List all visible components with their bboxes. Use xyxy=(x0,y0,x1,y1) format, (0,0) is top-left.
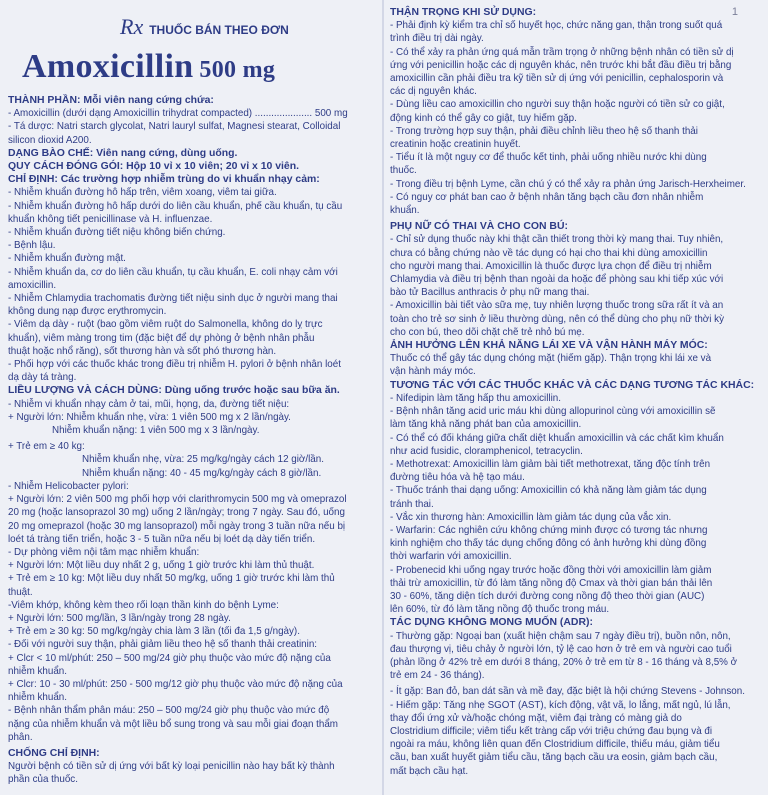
text-line: - Amoxicillin bài tiết vào sữa mẹ, tuy nhiên lượng thuốc trong sữa rất ít và an xyxy=(390,300,724,312)
text-line: - Methotrexat: Amoxicillin làm giảm bài tiết methotrexat, tăng độc tính trên xyxy=(390,458,711,470)
text-line: - Thuốc tránh thai dạng uống: Amoxicillin có khả năng làm giảm tác dụng xyxy=(390,485,707,497)
text-line: (phản lồng ở 42% trẻ em dưới 8 tháng, 20% ở trẻ em từ 8 - 16 tháng và 8,5% ở xyxy=(390,656,738,668)
section-heading: LIỀU LƯỢNG VÀ CÁCH DÙNG: Dùng uống trước hoặc sau bữa ăn. xyxy=(8,385,340,397)
text-line: khuẩn không tiết penicillinase và H. influenzae. xyxy=(8,213,213,225)
text-line: phần của thuốc. xyxy=(8,774,78,786)
text-line: amoxicillin cần phải điều tra kỹ tiền sử dị ứng với penicillin, cephalosporin và xyxy=(390,73,724,85)
text-line: creatinin hoặc creatinin huyết. xyxy=(390,139,521,151)
text-line: + Người lớn: Nhiễm khuẩn nhẹ, vừa: 1 viên 500 mg x 2 lần/ngày. xyxy=(8,411,291,423)
text-line: - Nhiễm Helicobacter pylori: xyxy=(8,480,129,492)
text-line: thuốc. xyxy=(390,165,417,177)
text-line: - Có nguy cơ phát ban cao ở bệnh nhân tăng bạch cầu đơn nhân nhiễm xyxy=(390,191,704,203)
text-line: loét tá tràng tiến triển, hoặc 3 - 5 tuần nữa nếu bị loét dạ dày tiến triển. xyxy=(8,533,316,545)
text-line: cầu, ban xuất huyết giảm tiểu cầu, tăng bạch cầu ưa eosin, giảm bạch cầu, xyxy=(390,752,718,764)
text-line: thải trừ amoxicillin, từ đó làm tăng nồng độ Cmax và thời gian bán thải lên xyxy=(390,577,713,589)
text-line: - Nhiễm khuẩn đường tiết niệu không biến chứng. xyxy=(8,227,226,239)
text-line: - Có thể xảy ra phản ứng quá mẫn trầm trọng ở những bệnh nhân có tiền sử dị xyxy=(390,46,734,58)
text-line: - Dùng liều cao amoxicillin cho người suy thận hoặc người có tiền sử co giật, xyxy=(390,99,725,111)
text-line: - Vắc xin thương hàn: Amoxicillin làm giảm tác dụng của vắc xin. xyxy=(390,511,672,523)
text-line: - Trong trường hợp suy thận, phải điều chỉnh liều theo hệ số thanh thải xyxy=(390,125,698,137)
text-line: - Nhiễm Chlamydia trachomatis đường tiết niệu sinh dục ở người mang thai xyxy=(8,293,338,305)
section-heading: CHỈ ĐỊNH: Các trường hợp nhiễm trùng do vi khuẩn nhạy cảm: xyxy=(8,174,320,186)
text-line: + Trẻ em ≥ 10 kg: Một liều duy nhất 50 mg/kg, uống 1 giờ trước khi làm thủ xyxy=(8,573,335,585)
text-line: - Trong điều trị bệnh Lyme, cần chú ý có thể xảy ra phản ứng Jarisch-Herxheimer. xyxy=(390,178,746,190)
text-line: thuật. xyxy=(8,586,33,598)
text-line: Clostridium difficile; viêm tiểu kết tràng cấp với triệu chứng đau bụng và đi xyxy=(390,725,713,737)
text-line: tránh thai. xyxy=(390,498,434,510)
product-title xyxy=(22,48,380,86)
product-strength: 500 mg xyxy=(199,57,276,83)
text-line: Nhiễm khuẩn nhẹ, vừa: 25 mg/kg/ngày cách 12 giờ/lần. xyxy=(82,454,324,466)
text-line: - Chỉ sử dụng thuốc này khi thật cần thiết trong thời kỳ mang thai. Tuy nhiên, xyxy=(390,234,724,246)
text-line: kinh nghiệm cho thấy tác dụng chống đông có ảnh hưởng khi dùng đồng xyxy=(390,538,707,550)
section-heading: PHỤ NỮ CÓ THAI VÀ CHO CON BÚ: xyxy=(390,221,568,233)
text-line: 30 - 60%, tăng diện tích dưới đường cong nồng độ theo thời gian (AUC) xyxy=(390,590,705,602)
text-line: lên 60%, từ đó làm tăng nồng độ thuốc trong máu. xyxy=(390,604,610,616)
text-line: - Có thể có đối kháng giữa chất diệt khuẩn amoxicillin và các chất kìm khuẩn xyxy=(390,432,724,444)
text-line: + Clcr: 10 - 30 ml/phút: 250 - 500 mg/12 giờ phụ thuộc vào mức độ nặng của xyxy=(8,678,343,690)
text-line: đau thượng vị, tiêu chảy ở người lớn, tỷ lệ cao hơn ở trẻ em và người cao tuổi xyxy=(390,643,732,655)
text-line: - Thường gặp: Ngoại ban (xuất hiện chậm sau 7 ngày điều trị), buồn nôn, nôn, xyxy=(390,630,731,642)
section-heading: DẠNG BÀO CHẾ: Viên nang cứng, dùng uống. xyxy=(8,147,238,159)
text-line: - Ít gặp: Ban đỏ, ban dát sần và mề đay, đặc biệt là hội chứng Stevens - Johnson. xyxy=(390,686,745,698)
section-heading: THẬN TRỌNG KHI SỬ DỤNG: xyxy=(390,7,537,18)
text-line: + Người lớn: 2 viên 500 mg phối hợp với clarithromycin 500 mg và omeprazol xyxy=(8,494,347,506)
text-line: vận hành máy móc. xyxy=(390,366,476,378)
text-line: - Probenecid khi uống ngay trước hoặc đồng thời với amoxicillin làm giảm xyxy=(390,564,712,576)
text-line: động kinh có thể gây co giật, tuy hiếm gặp. xyxy=(390,112,577,124)
section-heading: THÀNH PHẦN: Mỗi viên nang cứng chứa: xyxy=(8,95,214,106)
text-line: trình điều trị dài ngày. xyxy=(390,33,484,45)
corner-mark: 1 xyxy=(731,6,738,18)
text-line: - Bệnh nhân thẩm phân máu: 250 – 500 mg/24 giờ phụ thuộc vào mức độ xyxy=(8,705,330,717)
text-line: - Dự phòng viêm nội tâm mạc nhiễm khuẩn: xyxy=(8,546,200,558)
fold-line xyxy=(382,0,384,795)
text-line: ngoài ra máu, không liên quan đến Clostridium difficile, thiếu máu, giảm tiểu xyxy=(390,739,720,751)
text-line: + Người lớn: 500 mg/lần, 3 lần/ngày trong 28 ngày. xyxy=(8,612,231,624)
text-line: dạ dày tá tràng. xyxy=(8,372,77,384)
text-line: - Nhiễm khuẩn đường hô hấp trên, viêm xoang, viêm tai giữa. xyxy=(8,187,277,199)
left-column xyxy=(8,14,380,787)
text-line: - Nhiễm khuẩn da, cơ do liên cầu khuẩn, tụ cầu khuẩn, E. coli nhạy cảm với xyxy=(8,266,338,278)
text-line: Nhiễm khuẩn nặng: 40 - 45 mg/kg/ngày cách 8 giờ/lần. xyxy=(82,467,322,479)
text-line: mất bạch cầu hạt. xyxy=(390,765,469,777)
text-line: ứng với penicillin hoặc các dị nguyên khác, nên trước khi bắt đầu điều trị bằng xyxy=(390,59,732,71)
text-line: - Bệnh nhân tăng acid uric máu khi dùng allopurinol cùng với amoxicillin sẽ xyxy=(390,406,716,418)
right-body xyxy=(390,6,758,778)
text-line: silicon dioxid A200. xyxy=(8,134,92,146)
section-heading: TÁC DỤNG KHÔNG MONG MUỐN (ADR): xyxy=(390,617,593,629)
text-line: khuẩn. xyxy=(390,205,420,217)
section-heading: CHỐNG CHỈ ĐỊNH: xyxy=(8,747,100,759)
text-line: + Trẻ em ≥ 40 kg: xyxy=(8,441,85,453)
rx-header xyxy=(8,14,380,44)
text-line: Nhiễm khuẩn nặng: 1 viên 500 mg x 3 lần/ngày. xyxy=(52,425,260,437)
text-line: amoxicillin. xyxy=(8,279,57,291)
text-line: - Nhiễm vi khuẩn nhạy cảm ở tai, mũi, họng, da, đường tiết niệu: xyxy=(8,398,290,410)
text-line: không dung nạp được erythromycin. xyxy=(8,306,167,318)
text-line: thời warfarin với amoxicillin. xyxy=(390,551,512,563)
text-line: - Tá dược: Natri starch glycolat, Natri lauryl sulfat, Magnesi stearat, Colloidal xyxy=(8,121,341,133)
section-heading: ẢNH HƯỞNG LÊN KHẢ NĂNG LÁI XE VÀ VẬN HÀNH MÁY MÓC: xyxy=(390,340,708,352)
text-line: Chlamydia và điều trị bệnh than ngoài da hoặc để phòng sau khi tiếp xúc với xyxy=(390,274,724,286)
text-line: 20 mg (hoặc lansoprazol 30 mg) uống 2 lần/ngày; trong 7 ngày. Sau đó, uống xyxy=(8,507,345,519)
text-line: -Viêm khớp, không kèm theo rối loạn thần kinh do bệnh Lyme: xyxy=(8,599,279,611)
text-line: cho người mang thai. Amoxicillin là thuốc được lựa chọn để điều trị nhiễm xyxy=(390,260,712,272)
section-heading: TƯƠNG TÁC VỚI CÁC THUỐC KHÁC VÀ CÁC DẠNG TƯƠNG TÁC KHÁC: xyxy=(390,379,755,391)
text-line: như acid fusidic, cloramphenicol, tetracyclin. xyxy=(390,445,583,457)
rx-symbol: Rx xyxy=(120,14,144,39)
text-line: - Nifedipin làm tăng hấp thu amoxicillin. xyxy=(390,392,561,404)
text-line: - Amoxicillin (dưới dạng Amoxicillin trihydrat compacted) ..................... 500 mg xyxy=(8,108,348,120)
text-line: trẻ em 24 - 36 tháng). xyxy=(390,670,485,682)
text-line: cho con bú, theo dõi chặt chẽ trẻ nhỏ bú mẹ. xyxy=(390,326,585,338)
text-line: thuật hoặc nhổ răng), sốt thương hàn và sốt phó thương hàn. xyxy=(8,345,277,357)
prescription-label: THUỐC BÁN THEO ĐƠN xyxy=(149,23,289,37)
text-line: + Trẻ em ≥ 30 kg: 50 mg/kg/ngày chia làm 3 lần (tối đa 1,5 g/ngày). xyxy=(8,626,300,638)
text-line: - Tiểu ít là một nguy cơ để thuốc kết tinh, phải uống nhiều nước khi dùng xyxy=(390,152,707,164)
text-line: phân. xyxy=(8,731,33,743)
left-body xyxy=(8,94,380,787)
text-line: + Clcr < 10 ml/phút: 250 – 500 mg/24 giờ phụ thuộc vào mức độ nặng của xyxy=(8,652,331,664)
text-line: nặng của nhiễm khuẩn và một liều bổ sung trong và sau mỗi giai đoạn thẩm xyxy=(8,718,338,730)
text-line: - Hiếm gặp: Tăng nhẹ SGOT (AST), kích động, vật vã, lo lắng, mất ngủ, lú lẫn, xyxy=(390,699,731,711)
text-line: Người bệnh có tiền sử dị ứng với bất kỳ loại penicillin nào hay bất kỳ thành xyxy=(8,761,335,773)
text-line: thay đổi ứng xử và/hoặc chóng mặt, viêm đại tràng có màng giả do xyxy=(390,712,682,724)
text-line: nhiễm khuẩn. xyxy=(8,665,68,677)
text-line: đường tiêu hóa và hệ tạo máu. xyxy=(390,472,525,484)
section-heading: QUY CÁCH ĐÓNG GÓI: Hộp 10 vỉ x 10 viên; 20 vỉ x 10 viên. xyxy=(8,161,299,173)
text-line: chưa có bằng chứng nào về tác dụng có hại cho thai khi dùng amoxicillin xyxy=(390,247,708,259)
text-line: 20 mg omeprazol (hoặc 30 mg lansoprazol) mỗi ngày trong 3 tuần nữa nếu bị xyxy=(8,520,346,532)
text-line: bào tử Bacillus anthracis ở phụ nữ mang thai. xyxy=(390,287,590,299)
text-line: Thuốc có thể gây tác dụng chóng mặt (hiếm gặp). Thận trọng khi lái xe và xyxy=(390,353,712,365)
text-line: - Nhiễm khuẩn đường hô hấp dưới do liên cầu khuẩn, phế cầu khuẩn, tụ cầu xyxy=(8,200,343,212)
text-line: - Đối với người suy thận, phải giảm liều theo hệ số thanh thải creatinin: xyxy=(8,639,318,651)
text-line: - Bệnh lậu. xyxy=(8,240,56,252)
product-name: Amoxicillin xyxy=(22,48,194,85)
text-line: các dị nguyên khác. xyxy=(390,86,477,98)
text-line: - Warfarin: Các nghiên cứu không chứng minh được có tương tác nhưng xyxy=(390,524,708,536)
text-line: - Phối hợp với các thuốc khác trong điều trị nhiễm H. pylori ở bệnh nhân loét xyxy=(8,359,341,371)
text-line: toàn cho trẻ sơ sinh ở liều thường dùng, nên có thể dùng cho phụ nữ thời kỳ xyxy=(390,313,724,325)
right-column xyxy=(390,6,758,778)
text-line: + Người lớn: Một liều duy nhất 2 g, uống 1 giờ trước khi làm thủ thuật. xyxy=(8,560,315,572)
text-line: nhiễm khuẩn. xyxy=(8,692,68,704)
text-line: làm tăng khả năng phát ban của amoxicillin. xyxy=(390,419,582,431)
text-line: - Nhiễm khuẩn đường mật. xyxy=(8,253,126,265)
text-line: - Viêm dạ dày - ruột (bao gồm viêm ruột do Salmonella, không do lỵ trực xyxy=(8,319,323,331)
text-line: - Phải định kỳ kiểm tra chỉ số huyết học, chức năng gan, thận trong suốt quá xyxy=(390,20,723,32)
text-line: khuẩn), viêm màng trong tim (đặc biệt để dự phòng ở bệnh nhân phẫu xyxy=(8,332,315,344)
